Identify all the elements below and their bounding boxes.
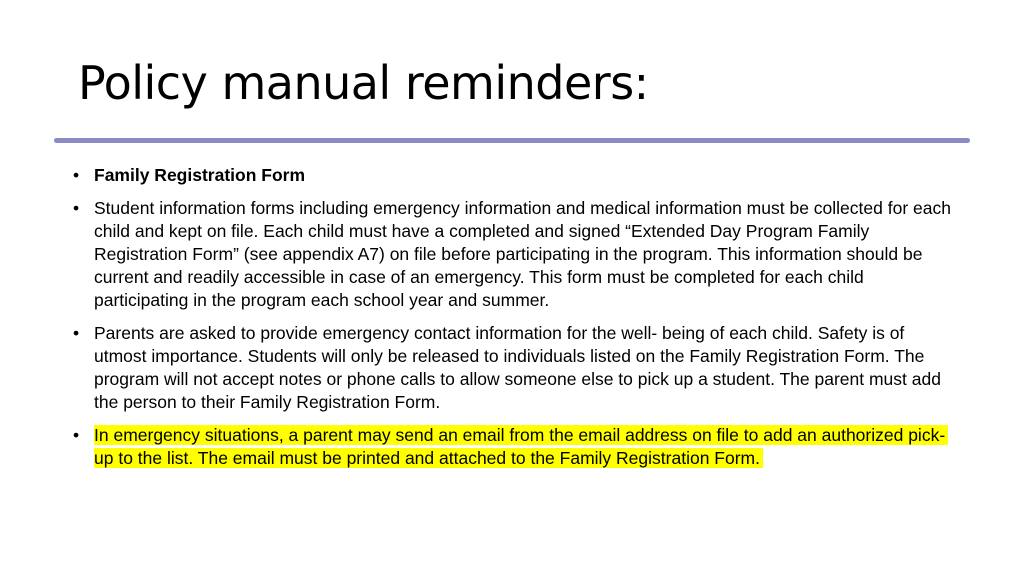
bullet-icon: • — [73, 165, 80, 185]
highlighted-bullet-text: In emergency situations, a parent may send an email from the email address on file to add an authorized pick-up to the list. The email must be printed and attached to the Family Registration Form. — [94, 425, 948, 468]
bullet-item-emergency-contact — [72, 322, 952, 414]
title-divider — [54, 138, 970, 143]
bullet-list — [72, 164, 952, 480]
bullet-text: Parents are asked to provide emergency contact information for the well- being of each child. Safety is of utmost importance. Students will only be released to individuals listed on the Family Registration Form. The program will not accept notes or phone calls to allow someone else to pick up a student. The parent must add the person to their Family Registration Form. — [94, 323, 941, 412]
bullet-item-registration-form — [72, 164, 952, 187]
bullet-icon: • — [73, 198, 80, 218]
bullet-icon: • — [73, 425, 80, 445]
bullet-icon: • — [73, 323, 80, 343]
bullet-item-student-information — [72, 197, 952, 312]
bullet-item-emergency-email — [72, 424, 952, 470]
slide-title: Policy manual reminders: — [78, 56, 649, 110]
bullet-text: Family Registration Form — [94, 165, 306, 185]
bullet-text: Student information forms including emergency information and medical information must be collected for each child and kept on file. Each child must have a completed and signed “Extended Day Program Family Registration Form” (see appendix A7) on file before participating in the program. This information should be current and readily accessible in case of an emergency. This form must be completed for each child participating in the program each school year and summer. — [94, 198, 951, 310]
